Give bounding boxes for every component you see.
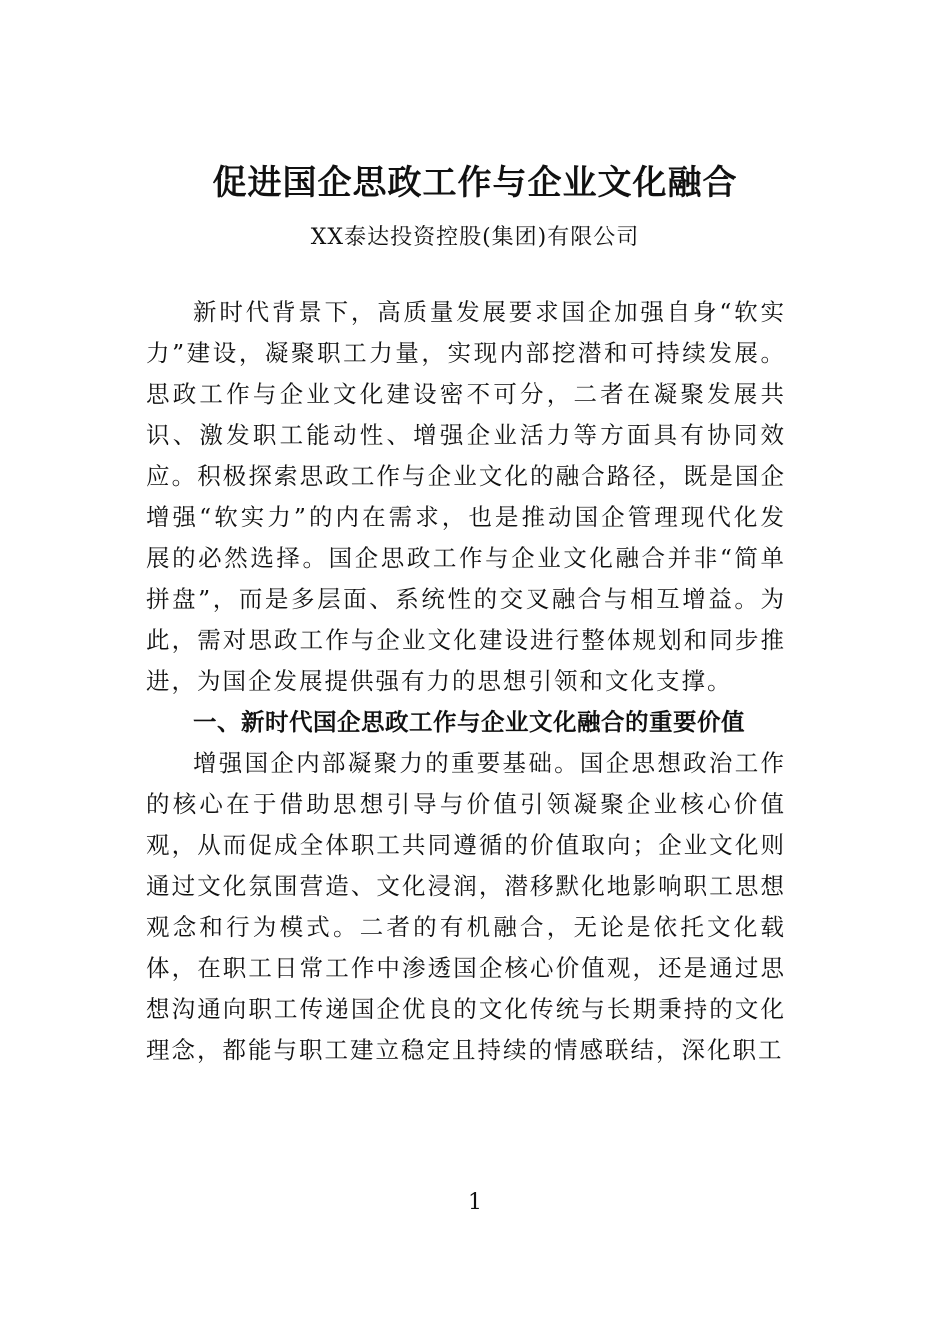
page-number: 1 — [468, 1190, 482, 1215]
section-heading: 一、新时代国企思政工作与企业文化融合的重要价值 — [193, 708, 745, 736]
document-subtitle: XX泰达投资控股(集团)有限公司 — [310, 225, 640, 250]
document-title: 促进国企思政工作与企业文化融合 — [212, 163, 738, 203]
document-body — [146, 292, 786, 1071]
intro-paragraph: 新时代背景下，高质量发展要求国企加强自身“软实力”建设，凝聚职工力量，实现内部挖潜和可持续发展。思政工作与企业文化建设密不可分，二者在凝聚发展共识、激发职工能动性、增强企业活力等方面具有协同效应。积极探索思政工作与企业文化的融合路径，既是国企增强“软实力”的内在需求，也是推动国企管理现代化发展的必然选择。国企思政工作与企业文化融合并非“简单拼盘”，而是多层面、系统性的交叉融合与相互增益。为此，需对思政工作与企业文化建设进行整体规划和同步推进，为国企发展提供强有力的思想引领和文化支撑。 — [146, 298, 786, 695]
section-paragraph: 增强国企内部凝聚力的重要基础。国企思想政治工作的核心在于借助思想引导与价值引领凝聚企业核心价值观，从而促成全体职工共同遵循的价值取向；企业文化则通过文化氛围营造、文化浸润，潜移默化地影响职工思想观念和行为模式。二者的有机融合，无论是依托文化载体，在职工日常工作中渗透国企核心价值观，还是通过思想沟通向职工传递国企优良的文化传统与长期秉持的文化理念，都能与职工建立稳定且持续的情感联结，深化职工 — [146, 749, 786, 1064]
